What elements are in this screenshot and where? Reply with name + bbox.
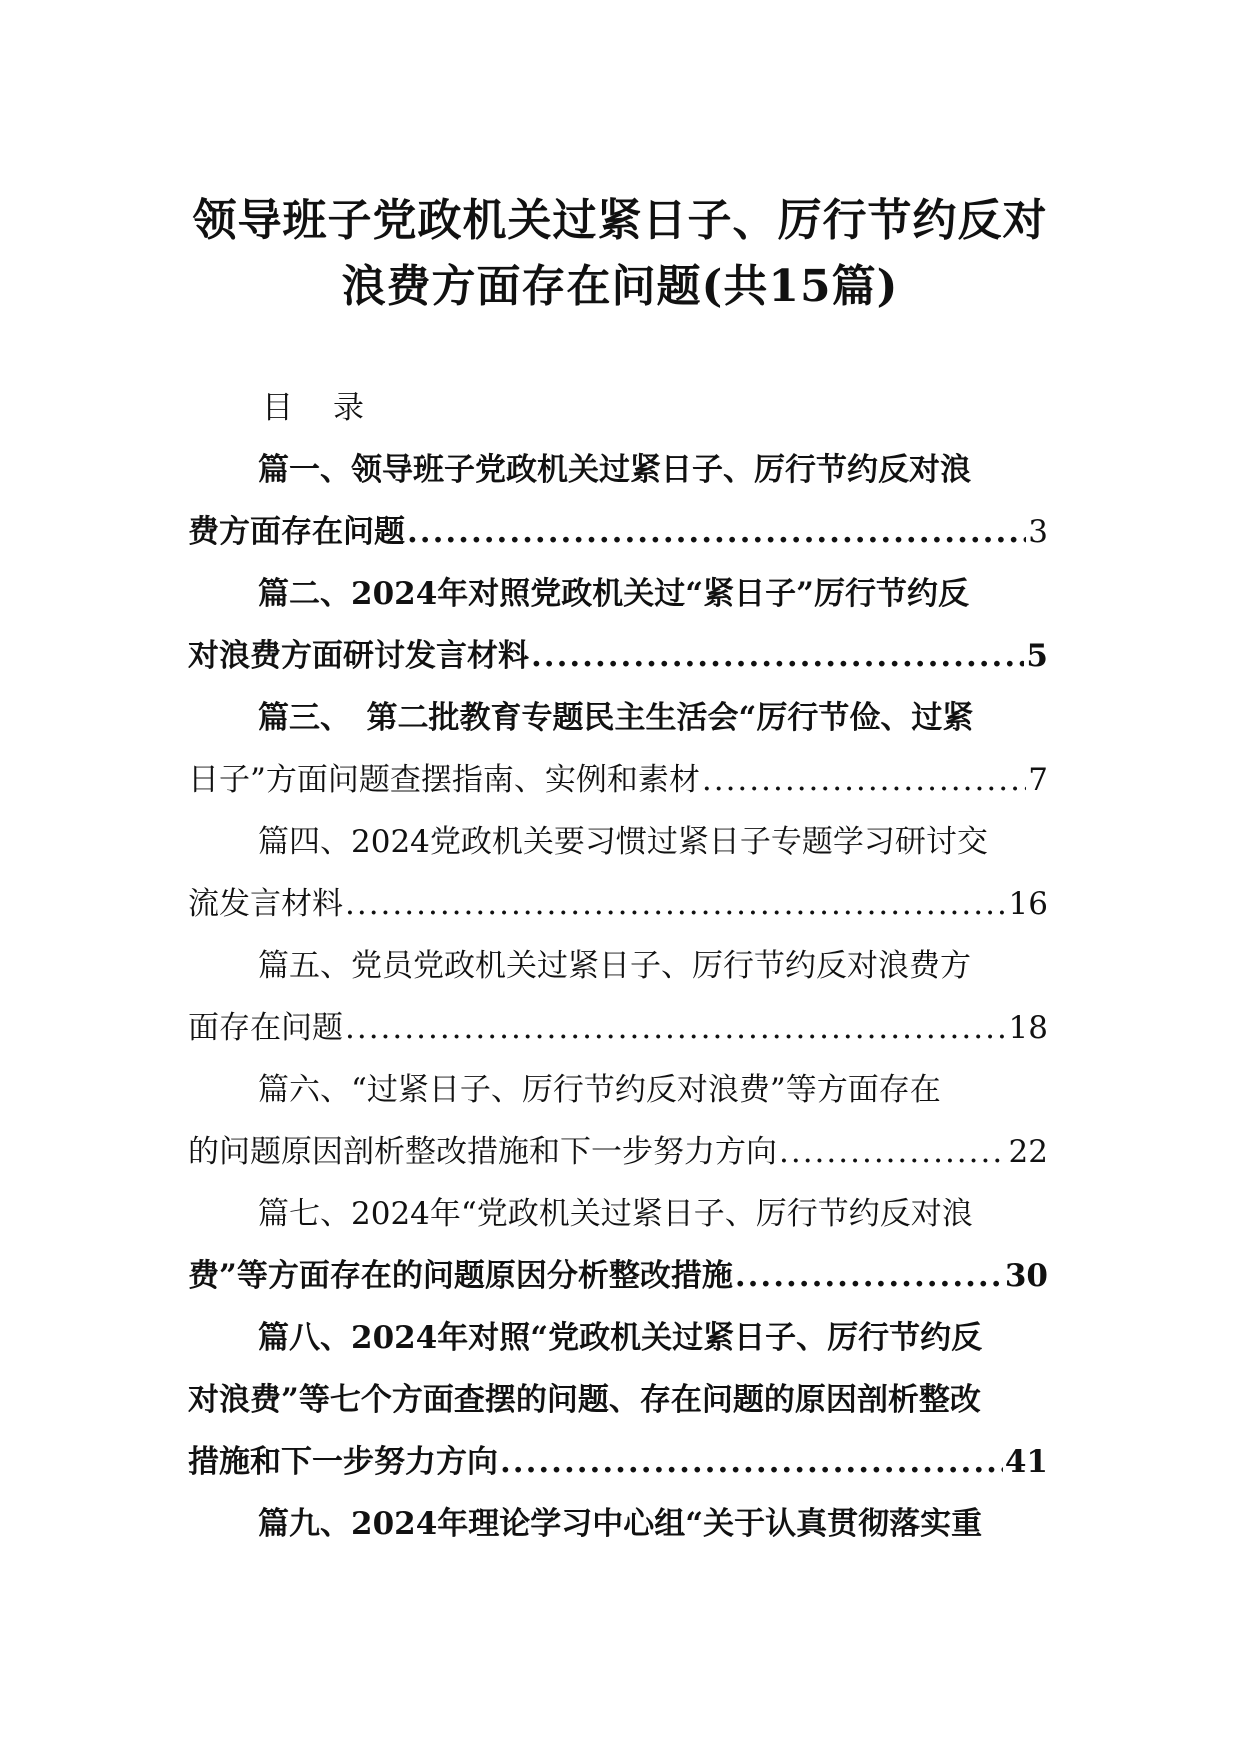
toc-entry-8-page-number: 41	[1004, 1444, 1048, 1480]
toc-entry-6-page-number: 22	[1008, 1134, 1048, 1170]
toc-leader-dots	[407, 508, 1026, 556]
document-title-line-2: 浪费方面存在问题(共15篇)	[341, 261, 899, 312]
toc-entry-4-page-number: 16	[1008, 886, 1048, 922]
toc-leader-dots	[702, 756, 1026, 804]
toc-entry-6-title-tail: 的问题原因剖析整改措施和下一步努力方向	[188, 1134, 777, 1170]
toc-entry-4-line-2[interactable]	[188, 880, 1048, 928]
toc-entry-8-title-tail: 措施和下一步努力方向	[188, 1444, 498, 1480]
toc-leader-dots	[735, 1252, 1003, 1300]
toc-entry-8-line-1[interactable]: 篇八、2024年对照“党政机关过紧日子、厉行节约反	[258, 1320, 983, 1356]
toc-entry-1-line-2[interactable]	[188, 508, 1048, 556]
toc-entry-5-page-number: 18	[1008, 1010, 1048, 1046]
toc-heading-char-2: 录	[333, 390, 364, 426]
toc-leader-dots	[345, 880, 1007, 928]
document-title-line-1: 领导班子党政机关过紧日子、厉行节约反对	[192, 195, 1048, 246]
toc-entry-7-line-1[interactable]: 篇七、2024年“党政机关过紧日子、厉行节约反对浪	[258, 1196, 973, 1232]
toc-entry-8-line-2[interactable]: 对浪费”等七个方面查摆的问题、存在问题的原因剖析整改	[188, 1382, 981, 1418]
toc-entry-5-line-1[interactable]: 篇五、党员党政机关过紧日子、厉行节约反对浪费方	[258, 948, 971, 984]
toc-leader-dots	[500, 1438, 1003, 1486]
toc-leader-dots	[779, 1128, 1007, 1176]
toc-entry-3-line-2[interactable]	[188, 756, 1048, 804]
toc-entry-3-page-number: 7	[1028, 762, 1048, 798]
toc-entry-4-line-1[interactable]: 篇四、2024党政机关要习惯过紧日子专题学习研讨交	[258, 824, 988, 860]
toc-heading	[262, 386, 364, 430]
toc-entry-6-line-2[interactable]	[188, 1128, 1048, 1176]
toc-entry-5-line-2[interactable]	[188, 1004, 1048, 1052]
toc-entry-1-line-1[interactable]: 篇一、领导班子党政机关过紧日子、厉行节约反对浪	[258, 452, 971, 488]
toc-entry-1-title-tail: 费方面存在问题	[188, 514, 405, 550]
toc-entry-2-title-tail: 对浪费方面研讨发言材料	[188, 638, 529, 674]
toc-entry-7-page-number: 30	[1004, 1258, 1048, 1294]
toc-entry-9-line-1[interactable]: 篇九、2024年理论学习中心组“关于认真贯彻落实重	[258, 1506, 983, 1542]
toc-entry-3-title-tail: 日子”方面问题查摆指南、实例和素材	[188, 762, 700, 798]
toc-entry-2-page-number: 5	[1026, 638, 1048, 674]
toc-entry-7-title-tail: 费”等方面存在的问题原因分析整改措施	[188, 1258, 733, 1294]
toc-entry-2-line-2[interactable]	[188, 632, 1048, 680]
toc-entry-1-page-number: 3	[1028, 514, 1048, 550]
toc-entry-8-line-3[interactable]	[188, 1438, 1048, 1486]
toc-entry-5-title-tail: 面存在问题	[188, 1010, 343, 1046]
toc-entry-3-line-1[interactable]: 篇三、 第二批教育专题民主生活会“厉行节俭、过紧	[258, 700, 974, 736]
toc-leader-dots	[531, 632, 1024, 680]
toc-entry-4-title-tail: 流发言材料	[188, 886, 343, 922]
toc-leader-dots	[345, 1004, 1007, 1052]
toc-heading-char-1: 目	[262, 390, 293, 426]
toc-entry-6-line-1[interactable]: 篇六、“过紧日子、厉行节约反对浪费”等方面存在	[258, 1072, 941, 1108]
toc-entry-2-line-1[interactable]: 篇二、2024年对照党政机关过“紧日子”厉行节约反	[258, 576, 969, 612]
toc-entry-7-line-2[interactable]	[188, 1252, 1048, 1300]
